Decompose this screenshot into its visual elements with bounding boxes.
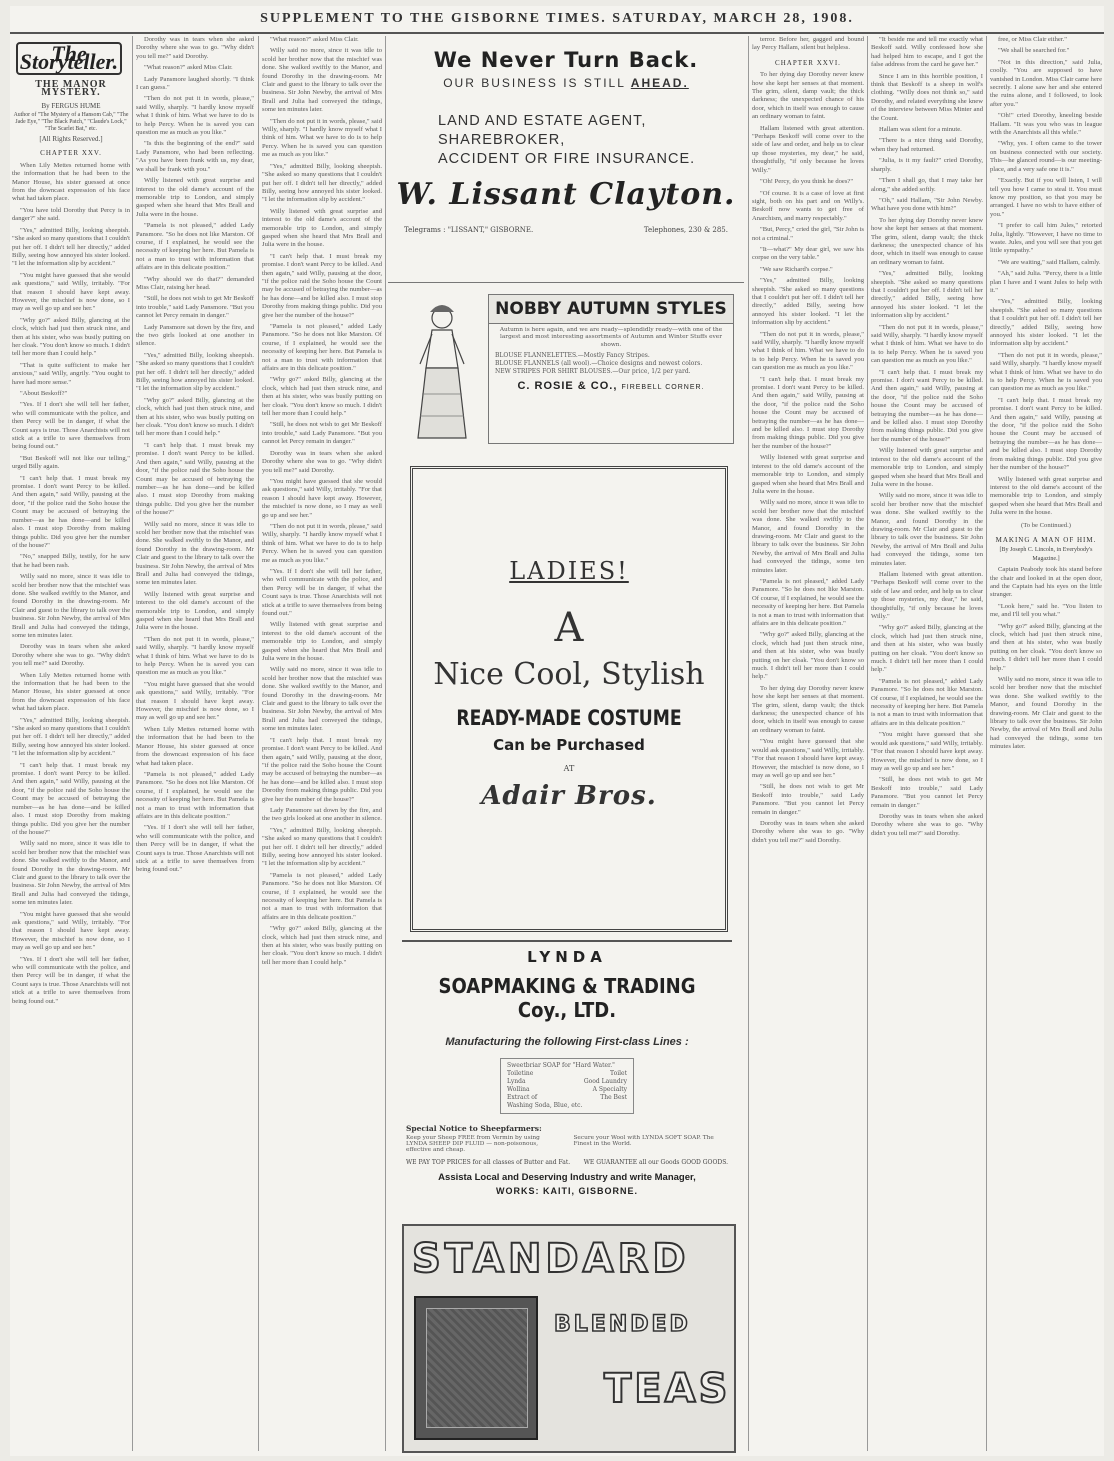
paragraph: Dorothy was in tears when she asked Dorothy where she was to go. "Why didn't you tell me?" said Dorothy. [12,643,130,668]
paragraph: "It—what?" My dear girl, we saw his corpse on the very table." [752,245,864,262]
paragraph: "You have told Dorothy that Percy is in danger?" she said. [12,206,130,223]
column-rule [132,36,133,1451]
paragraph: "No," snapped Billy, testily, for he saw that he had been rash. [12,553,130,569]
paragraph: "You might have guessed that she would ask questions," said Willy, irritably. "For that reason I should have kept away. However, the mischief is now done, so I may as well go up and see her." [12,271,130,313]
paragraph: "Pamela is not pleased," added Lady Pansmore. "So he does not like Marston. Of course, if I explained, he would see the necessity of keeping her here. But Pamela is not a man to trust with information that affairs are in this delicate position." [136,770,254,820]
paragraph: "Yes. If I don't she will tell her father, who will communicate with the police, and then Percy will be in danger, if what the Count says is true. Those Anarchists will not stick at a trifle to save themselves from being found out." [262,567,382,617]
product-row: Sweetbriar SOAP for "Hard Water." [507,1062,615,1069]
advertisement-column [388,36,744,1451]
adair-ready: READY-MADE COSTUME [456,706,682,730]
paragraph: "Pamela is not pleased," added Lady Pansmore. "So he does not like Marston. Of course, if I explained, he would see the necessity of keeping her here. But Pamela is not a man to trust with information that affairs are in this delicate position." [752,577,864,627]
paragraph: "Look here," said he. "You listen to me, and I'll tell you what." [990,602,1102,619]
column-rule [986,36,987,1451]
paragraph: "Then do not put it in words, please," said Willy, sharply. "I hardly know myself what I think of him. What we have to do is to help Percy. When he is saved you can question me as much as you like." [752,330,864,372]
adair-can: Can be Purchased [493,736,645,754]
paragraph: "I can't help that. I must break my promise. I don't want Percy to be killed. And then again," said Willy, pausing at the door, "if the police raid the Soho house the Count may be accused of betraying the number—as he has done—and be killed also. I must stop Dorothy from making things public. Did you give her the number of the house?" [12,761,130,836]
chapter-heading: CHAPTER XXV. [40,149,102,158]
paragraph: "Why should we do that?" demanded Miss Clair, raising her head. [136,275,254,291]
paragraph: "Yes," admitted Billy, looking sheepish. "She asked so many questions that I couldn't put her off. I didn't tell her directly," added Billy, seeing how annoyed his sister looked. "I let the information slip by accident." [12,716,130,758]
paragraph: "You might have guessed that she would ask questions," said Willy, irritably. "For that reason I should have kept away. However, the mischief is now done, so I may as well go up and see her." [262,477,382,519]
clayton-advert [388,36,744,276]
paragraph: Willy said no more, since it was idle to scold her brother now that the mischief was done. She walked swiftly to the Manor, and found Dorothy in the drawing-room. Mr Clair and guest to the library to talk over the business. Sir John Newby, the arrival of Mrs Brall and Julia had conveyed the tidings, some ten minutes later. [12,573,130,639]
chapter-heading: CHAPTER XXVI. [775,58,841,67]
paragraph: When Lily Mettes returned home with the information that he had been to the Manor House, his sister guessed at once from the downcast expression of his face what had taken place. [12,161,130,203]
clayton-contacts: Telegrams : "LISSANT," GISBORNE. Telephones, 230 & 285. [404,226,728,234]
paragraph: "But Beskoff will not like our telling," urged Billy again. [12,454,130,471]
paragraph: "Why go?" asked Billy, glancing at the clock, which had just then struck nine, and then at his sister, who was busily putting on her cloak. "You don't know so much. I didn't tell her more than I could help." [752,631,864,681]
paragraph: "Why go?" asked Billy, glancing at the clock, which had just then struck nine, and then at his sister, who was busily putting on her cloak. "You don't know so much. I didn't tell her more than I could help." [136,396,254,438]
lynda-manufacturing: Manufacturing the following First-class Lines : [445,1036,689,1048]
tea-box-illustration [414,1296,538,1440]
lynda-special: Special Notice to Sheepfarmers: [406,1124,542,1133]
paragraph: "Then do not put it in words, please," said Willy, sharply. "I hardly know myself what I think of him. What we have to do is to help Percy. When he is saved you can question me as much as you like." [136,635,254,677]
author-note: Author of "The Mystery of a Hansom Cab," "The Jade Eye," "The Black Patch," "Claude's Lock," "The Scarlet Bat," etc. [13,112,129,133]
adair-ladies: LADIES! [509,557,629,585]
story-column-1 [12,36,130,1451]
ad-divider [388,282,744,283]
paragraph: "Yes," admitted Billy, looking sheepish. "She asked so many questions that I couldn't put her off. I didn't tell her directly," added Billy, seeing how annoyed his sister looked. "I let the information slip by accident." [990,298,1102,348]
masthead: SUPPLEMENT TO THE GISBORNE TIMES. SATURDAY, MARCH 28, 1908. [10,6,1104,34]
lady-illustration [402,298,482,442]
paragraph: Willy listened with great surprise and interest to the old dame's account of the memorable trip to London, and simply gasped when she heard that Mrs Brall and Julia were in the house. [136,590,254,632]
paragraph: "But, Percy," cried the girl, "Sir John is not a criminal." [752,226,864,242]
storyteller-header: The Storyteller. [16,42,122,75]
paragraph: Willy said no more, since it was idle to scold her brother now that the mischief was done. She walked swiftly to the Manor, and found Dorothy in the drawing-room. Mr Clair and guest to the library to talk over the business. Sir John Newby, the arrival of Mrs Brall and Julia had conveyed the tidings, some ten minutes later. [262,666,382,733]
paragraph: "Oh!" cried Dorothy, kneeling beside Hallam. "It was you who was in league with the Anarchists all this while." [990,112,1102,137]
clayton-name: W. Lissant Clayton. [396,177,736,212]
paragraph: "Oh," said Hallam, "Sir John Newby. What have you done with him?" [871,196,983,213]
adair-at: AT [563,764,575,773]
paragraph: "Yes," admitted Billy, looking sheepish. "She asked so many questions that I couldn't put her off. I didn't tell her directly," added Billy, seeing how annoyed his sister looked. "I let the information slip by accident." [136,351,254,393]
paragraph: "Not in this direction," said Julia, coolly. "You are supposed to have vanished in London. Miss Clair came here secretly. I alone saw her and she entered the ruins alone, and I followed, to look after you." [990,58,1102,108]
paragraph: "Why go?" asked Billy, glancing at the clock, which had just then struck nine, and then at his sister, who was busily putting on her cloak. "You don't know so much. I didn't tell her more than I could help." [871,624,983,674]
paragraph: Hallam listened with great attention. "Perhaps Beskoff will come over to the side of law and order, and help us to clear up those mysteries, my dear," he said, thoughtfully, "if only because he loves Willy." [752,124,864,174]
paragraph: "We are waiting," said Hallam, calmly. [998,258,1101,266]
product-row: Extract of The Best [507,1094,627,1101]
paragraph: Lady Pansmore laughed shortly. "I think I can guess." [136,75,254,92]
paragraph: "Yes. If I don't she will tell her father, who will communicate with the police, and then Percy will be in danger, if what the Count says is true. Those Anarchists will not stick at a trifle to save themselves from being found out." [136,824,254,874]
lynda-prices: WE PAY TOP PRICES for all classes of Butter and Fat. WE GUARANTEE all our Goods GOOD GOODS. [406,1159,728,1166]
paragraph: Willy listened with great surprise and interest to the old dame's account of the memorable trip to London, and simply gasped when she heard that Mrs Brall and Julia were in the house. [262,207,382,249]
column-rule [385,36,386,1451]
paragraph: Willy listened with great surprise and interest to the old dame's account of the memorable trip to London, and simply gasped when she heard that Mrs Brall and Julia were in the house. [262,621,382,663]
paragraph: "Oh! Percy, do you think he does?" [760,178,854,186]
lynda-brand: LYNDA [527,948,607,966]
column-rule [867,36,868,1451]
paragraph: "Yes," admitted Billy, looking sheepish. "She asked so many questions that I couldn't put her off. I didn't tell her directly," added Billy, seeing how annoyed his sister looked. "I let the information slip by accident." [752,277,864,327]
story-title: THE MANOR MYSTERY. [35,78,107,99]
lynda-assist: Assista Local and Deserving Industry and write Manager, [438,1172,696,1183]
paragraph: Willy listened with great surprise and interest to the old dame's account of the memorable trip to London, and simply gasped when she heard that Mrs Brall and Julia were in the house. [990,475,1102,517]
continued-note: (To be Continued.) [1021,521,1071,529]
adair-nice: Nice Cool, Stylish [433,657,705,692]
paragraph: "Why go?" asked Billy, glancing at the clock, which had just then struck nine, and then at his sister, who was busily putting on her cloak. "You don't know so much. I didn't tell her more than I could help." [12,316,130,358]
paragraph: "Yes," admitted Billy, looking sheepish. "She asked so many questions that I couldn't put her off. I didn't tell her directly," added Billy, seeing how annoyed his sister looked. "I let the information slip by accident." [871,270,983,320]
paragraph: "I can't help that. I must break my promise. I don't want Percy to be killed. And then again," said Willy, pausing at the door, "if the police raid the Soho house the Count may be accused of betraying the number—as he has done—and be killed also. I must stop Dorothy from making things public. Did you give her the number of the house?" [262,736,382,803]
paragraph: "It beside me and tell me exactly what Beskoff said. Willy confessed how she had helped him to escape, and I got the false address from the card he gave her." [871,36,983,69]
paragraph: Willy said no more, since it was idle to scold her brother now that the mischief was done. She walked swiftly to the Manor, and found Dorothy in the drawing-room. Mr Clair and guest to the library to talk over the business. Sir John Newby, the arrival of Mrs Brall and Julia had conveyed the tidings, some ten minutes later. [990,676,1102,751]
paragraph: "Yes. If I don't she will tell her father, who will communicate with the police, and then Percy will be in danger, if what the Count says is true. Those Anarchists will not stick at a trifle to save themselves from being found out." [12,401,130,451]
paragraph: "I prefer to call him Jules," retorted Julia, lightly. "However, I have no time to waste. Jules, and you will see that you get little sympathy." [990,222,1102,255]
paragraph: When Lily Mettes returned home with the information that he had been to the Manor House, his sister guessed at once from the downcast expression of his face what had taken place. [136,725,254,767]
paragraph: "Why go?" asked Billy, glancing at the clock, which had just then struck nine, and then at his sister, who was busily putting on her cloak. "You don't know so much. I didn't tell her more than I could help." [262,925,382,966]
paragraph: "Yes," admitted Billy, looking sheepish. "She asked so many questions that I couldn't put her off. I didn't tell her directly," added Billy, seeing how annoyed his sister looked. "I let the information slip by accident." [262,826,382,868]
paragraph: terror. Before her, gagged and bound lay Percy Hallam, silent but helpless. [752,36,864,52]
teas-blended: BLENDED [554,1312,691,1337]
paragraph: "What reason?" asked Miss Clair. [144,64,233,72]
product-row: Wollina A Specialty [507,1086,627,1093]
story-column-5 [871,36,983,1451]
paragraph: Willy listened with great surprise and interest to the old dame's account of the memorable trip to London, and simply gasped when she heard that Mrs Brall and Julia were in the house. [136,177,254,218]
rosie-box [488,294,734,444]
clayton-services: LAND AND ESTATE AGENT, SHAREBROKER, ACCIDENT OR FIRE INSURANCE. [438,113,696,167]
paragraph: "Pamela is not pleased," added Lady Pansmore. "So he does not like Marston. Of course, if I explained, he would see the necessity of keeping her here. But Pamela is not a man to trust with information that affairs are in this delicate position." [871,677,983,727]
paragraph: "Yes," admitted Billy, looking sheepish. "She asked so many questions that I couldn't put her off. I didn't tell her directly," added Billy, seeing how annoyed his sister looked. "I let the information slip by accident." [262,162,382,204]
adair-a: A [554,605,584,651]
teas-standard: STANDARD [412,1236,690,1282]
paragraph: "I can't help that. I must break my promise. I don't want Percy to be killed. And then again," said Willy, pausing at the door, "if the police raid the Soho house the Count may be accused of betraying the number—as he has done—and be killed also. I must stop Dorothy from making things public. Did you give her the number of the house?" [990,396,1102,472]
paragraph: "Pamela is not pleased," added Lady Pansmore. "So he does not like Marston. Of course, if I explained, he would see the necessity of keeping her here. But Pamela is not a man to trust with information that affairs are in this delicate position." [136,222,254,272]
paragraph: "You might have guessed that she would ask questions," said Willy, irritably. "For that reason I should have kept away. However, the mischief is now done, so I may as well go up and see her." [12,910,130,952]
paragraph: "Is this the beginning of the end?" said Lady Pansmore, who had been reflecting. "As you have been frank with us, my dear, we shall be frank with you." [136,140,254,173]
rosie-items: BLOUSE FLANNELETTES.—Mostly Fancy Stripes. BLOUSE FLANNELS (all wool).—Choice designs and newest colors. NEW STRIPES FOR SHIRT BLOUSES.—Our price, 1/2 per yard. [495,352,703,376]
adair-firm: Adair Bros. [481,781,657,811]
paragraph: Dorothy was in tears when she asked Dorothy where she was to go. "Why didn't you tell me?" said Dorothy. [752,819,864,844]
paragraph: Hallam listened with great attention. "Perhaps Beskoff will come over to the side of law and order, and help us to clear up those mysteries, my dear," he said, thoughtfully, "if only because he loves Willy." [871,570,983,620]
paragraph: Willy said no more, since it was idle to scold her brother now that the mischief was done. She walked swiftly to the Manor, and found Dorothy in the drawing-room. Mr Clair and guest to the library to talk over the business. Sir John Newby, the arrival of Mrs Brall and Julia had conveyed the tidings, some ten minutes later. [136,520,254,587]
story-column-2 [136,36,254,1451]
paragraph: To her dying day Dorothy never knew how she kept her senses at that moment. The grim, silent, damp vault; the thick darkness; the unexpected chance of his door, which in itself was enough to cause an ordinary woman to faint. [752,71,864,121]
paragraph: "Still, he does not wish to get Mr Beskoff into trouble," said Lady Pansmore. "But you cannot let Percy remain in danger." [262,421,382,446]
paragraph: To her dying day Dorothy never knew how she kept her senses at that moment. The grim, silent, damp vault; the thick darkness; the unexpected chance of his door, which in itself was enough to cause an ordinary woman to faint. [871,216,983,266]
paragraph: "Then do not put it in words, please," said Willy, sharply. "I hardly know myself what I think of him. What we have to do is to help Percy. When he is saved you can question me as much as you like." [136,95,254,137]
paragraph: Willy said no more, since it was idle to scold her brother now that the mischief was done. She walked swiftly to the Manor, and found Dorothy in the drawing-room. Mr Clair and guest to the library to talk over the business. Sir John Newby, the arrival of Mrs Brall and Julia had conveyed the tidings, some ten minutes later. [752,499,864,574]
paragraph: "Pamela is not pleased," added Lady Pansmore. "So he does not like Marston. Of course, if I explained, he would see the necessity of keeping her here. But Pamela is not a man to trust with information that affairs are in this delicate position." [262,323,382,373]
product-row: Lynda Good Laundry [507,1078,627,1085]
teas-teas: TEAS [604,1366,731,1412]
paragraph: Willy said no more, since it was idle to scold her brother now that the mischief was done. She walked swiftly to the Manor, and found Dorothy in the drawing-room. Mr Clair and guest to the library to talk over the business. Sir John Newby, the arrival of Mrs Brall and Julia had conveyed the tidings, some ten minutes later. [871,492,983,567]
paragraph: "Yes," admitted Billy, looking sheepish. "She asked so many questions that I couldn't put her off. I didn't tell her directly," added Billy, seeing how annoyed his sister looked. "I let the information slip by accident." [12,226,130,268]
teas-advert [402,1224,736,1453]
story-column-3 [262,36,382,1451]
rosie-advert [402,294,732,444]
paragraph: "Why go?" asked Billy, glancing at the clock, which had just then struck nine, and then at his sister, who was busily putting on her cloak. "You don't know so much. I didn't tell her more than I could help." [990,622,1102,672]
paragraph: "Then do not put it in words, please," said Willy, sharply. "I hardly know myself what I think of him. What we have to do is to help Percy. When he is saved you can question me as much as you like." [262,117,382,159]
adair-advert [410,466,728,932]
paragraph: "I can't help that. I must break my promise. I don't want Percy to be killed. And then again," said Willy, pausing at the door, "if the police raid the Soho house the Count may be accused of betraying the number—as he has done—and be killed also. I must stop Dorothy from making things public. Did you give her the number of the house?" [262,252,382,319]
paragraph: "You might have guessed that she would ask questions," said Willy, irritably. "For that reason I should have kept away. However, the mischief is now done, so I may as well go up and see her." [871,731,983,772]
clayton-subhead: OUR BUSINESS IS STILL AHEAD. [443,76,689,90]
paragraph: Since I am in this horrible position, I think that Beskoff is a sheep in wolf's clothing. "Willy does not think so," said Dorothy, and related everything she knew of the interview between Miss Minter and the Count. [871,72,983,122]
story-column-4 [752,36,864,1451]
paragraph: Dorothy was in tears when she asked Dorothy where she was to go. "Why didn't you tell me?" said Dorothy. [136,36,254,60]
paragraph: "Julia, is it my fault?" cried Dorothy, sharply. [871,157,983,173]
paragraph: "What reason?" asked Miss Clair. [270,36,359,43]
paragraph: Willy listened with great surprise and interest to the old dame's account of the memorable trip to London, and simply gasped when she heard that Mrs Brall and Julia were in the house. [871,447,983,488]
paragraph: "Ah," said Julia. "Percy, there is a little plan I have and I want Jules to help with it." [990,270,1102,294]
rights-note: [All Rights Reserved.] [39,135,103,144]
paragraph: "You might have guessed that she would ask questions," said Willy, irritably. "For that reason I should have kept away. However, the mischief is now done, so I may as well go up and see her." [136,680,254,722]
paragraph: free, or Miss Clair either." [998,36,1067,43]
paragraph: "You might have guessed that she would ask questions," said Willy, irritably. "For that reason I should have kept away. However, the mischief is now done, so I may as well go up and see her." [752,738,864,779]
story-column-6 [990,36,1102,1451]
paragraph: Willy said no more, since it was idle to scold her brother now that the mischief was done. She walked swiftly to the Manor, and found Dorothy in the drawing-room. Mr Clair and guest to the library to talk over the business. Sir John Newby, the arrival of Mrs Brall and Julia had conveyed the tidings, some ten minutes later. [262,47,382,114]
paragraph: "We shall be searched for." [998,47,1070,55]
column-rule [258,36,259,1451]
lynda-notices: Keep your Sheep FREE from Vermin by using LYNDA SHEEP DIP FLUID — non-poisonous, effective and cheap. Secure your Wool with LYNDA SOFT SOAP. The Finest in the World. [406,1135,714,1153]
rosie-title: NOBBY AUTUMN STYLES [489,295,733,324]
paragraph: "I can't help that. I must break my promise. I don't want Percy to be killed. And then again," said Willy, pausing at the door, "if the police raid the Soho house the Count may be accused of betraying the number—as he has done—and be killed also. I must stop Dorothy from making things public. Did you give her the number of the house?" [752,375,864,450]
paragraph: Captain Peabody took his stand before the chair and looked in at the open door, and the Captain had his eyes on the little stranger. [990,566,1102,599]
product-row: Washing Soda, Blue, etc. [507,1102,583,1109]
paragraph: Willy listened with great surprise and interest to the old dame's account of the memorable trip to London, and simply gasped when she heard that Mrs Brall and Julia were in the house. [752,454,864,495]
making-byline: [By Joseph C. Lincoln, in Everybody's Magazine.] [999,547,1093,562]
rosie-firm: C. ROSIE & CO., FIREBELL CORNER. [517,380,705,393]
lynda-works: WORKS: KAITI, GISBORNE. [496,1186,638,1196]
paragraph: "Still, he does not wish to get Mr Beskoff into trouble," said Lady Pansmore. "But you cannot let Percy remain in danger." [136,295,254,320]
paragraph: "I can't help that. I must break my promise. I don't want Percy to be killed. And then again," said Willy, pausing at the door, "if the police raid the Soho house the Count may be accused of betraying the number—as he has done—and be killed also. I must stop Dorothy from making things public. Did you give her the number of the house?" [871,368,983,443]
paragraph: "Then I shall go, that I may take her along," she added softly. [871,177,983,193]
paragraph: "I can't help that. I must break my promise. I don't want Percy to be killed. And then again," said Willy, pausing at the door, "if the police raid the Soho house the Count may be accused of betraying the number—as he has done—and be killed also. I must stop Dorothy from making things public. Did you give her the number of the house?" [136,441,254,517]
paragraph: "Still, he does not wish to get Mr Beskoff into trouble," said Lady Pansmore. "But you cannot let Percy remain in danger." [752,783,864,816]
paragraph: "Yes. If I don't she will tell her father, who will communicate with the police, and then Percy will be in danger, if what the Count says is true. Those Anarchists will not stick at a trifle to save themselves from being found out." [12,955,130,1005]
story-byline: By FERGUS HUME [41,101,101,110]
paragraph: "Exactly. But if you will listen, I will tell you how I came to steal it. You must know my position, so that you may be arranged. I have no wish to have either of you." [990,177,1102,218]
paragraph: When Lily Mettes returned home with the information that he had been to the Manor House, his sister guessed at once from the downcast expression of his face what had taken place. [12,671,130,713]
paragraph: "Still, he does not wish to get Mr Beskoff into trouble," said Lady Pansmore. "But you cannot let Percy remain in danger." [871,776,983,809]
paragraph: "Of course. It is a case of love at first sight, both on his part and on Willy's. Beskoff now wants to get free of Anarchism, and marry respectably." [752,189,864,222]
paragraph: "There is a nice thing said Dorothy, when they had returned. [871,137,983,153]
paragraph: "Then do not put it in words, please," said Willy, sharply. "I hardly know myself what I think of him. What we have to do is to help Percy. When he is saved you can question me as much as you like." [262,522,382,564]
paragraph: "Why, yes. I often came to the tower on business connected with our society. This—he glanced round—is our meeting-place, and a very safe one it is." [990,140,1102,173]
paragraph: "Why go?" asked Billy, glancing at the clock, which had just then struck nine, and then at his sister, who was busily putting on her cloak. "You don't know so much. I didn't tell her more than I could help." [262,376,382,418]
paragraph: Lady Pansmore sat down by the fire, and the two girls looked at one another in silence. [262,806,382,823]
clayton-headline: We Never Turn Back. [433,48,699,72]
paragraph: To her dying day Dorothy never knew how she kept her senses at that moment. The grim, silent, damp vault; the thick darkness; the unexpected chance of his door, which in itself was enough to cause an ordinary woman to faint. [752,684,864,734]
paragraph: "About Beskoff?" [20,390,68,397]
lynda-advert [402,940,732,1212]
rosie-intro: Autumn is here again, and we are ready—splendidly ready—with one of the largest and most interesting assortments of Autumn and Winter Stuffs ever shown. [499,327,723,348]
paragraph: Dorothy was in tears when she asked Dorothy where she was to go. "Why didn't you tell me?" said Dorothy. [871,812,983,837]
product-row: Toiletine Toilet [507,1070,627,1077]
lynda-company: SOAPMAKING & TRADING Coy., LTD. [438,974,696,1022]
column-rule [748,36,749,1451]
lynda-products [500,1058,634,1114]
paragraph: "Pamela is not pleased," added Lady Pansmore. "So he does not like Marston. Of course, if I explained, he would see the necessity of keeping her here. But Pamela is not a man to trust with information that affairs are in this delicate position." [262,871,382,921]
making-title: MAKING A MAN OF HIM. [995,535,1097,544]
paragraph: Hallam was silent for a minute. [879,126,962,134]
paragraph: "Then do not put it in words, please," said Willy, sharply. "I hardly know myself what I think of him. What we have to do is to help Percy. When he is saved you can question me as much as you like." [871,323,983,365]
paragraph: "I can't help that. I must break my promise. I don't want Percy to be killed. And then again," said Willy, pausing at the door, "if the police raid the Soho house the Count may be accused of betraying the number—as he has done—and be killed also. I must stop Dorothy from making things public. Did you give her the number of the house?" [12,474,130,549]
paragraph: Lady Pansmore sat down by the fire, and the two girls looked at one another in silence. [136,323,254,348]
paragraph: "Then do not put it in words, please," said Willy, sharply. "I hardly know myself what I think of him. What we have to do is to help Percy. When he is saved you can question me as much as you like." [990,351,1102,393]
paragraph: "We saw Richard's corpse." [760,265,833,273]
paragraph: "That is quite sufficient to make her anxious," said Willy, angrily. "You ought to have had more sense." [12,361,130,386]
paragraph: Dorothy was in tears when she asked Dorothy where she was to go. "Why didn't you tell me?" said Dorothy. [262,449,382,474]
newspaper-page [10,6,1104,1456]
paragraph: Willy said no more, since it was idle to scold her brother now that the mischief was done. She walked swiftly to the Manor, and found Dorothy in the drawing-room. Mr Clair and guest to the library to talk over the business. Sir John Newby, the arrival of Mrs Brall and Julia had conveyed the tidings, some ten minutes later. [12,840,130,907]
